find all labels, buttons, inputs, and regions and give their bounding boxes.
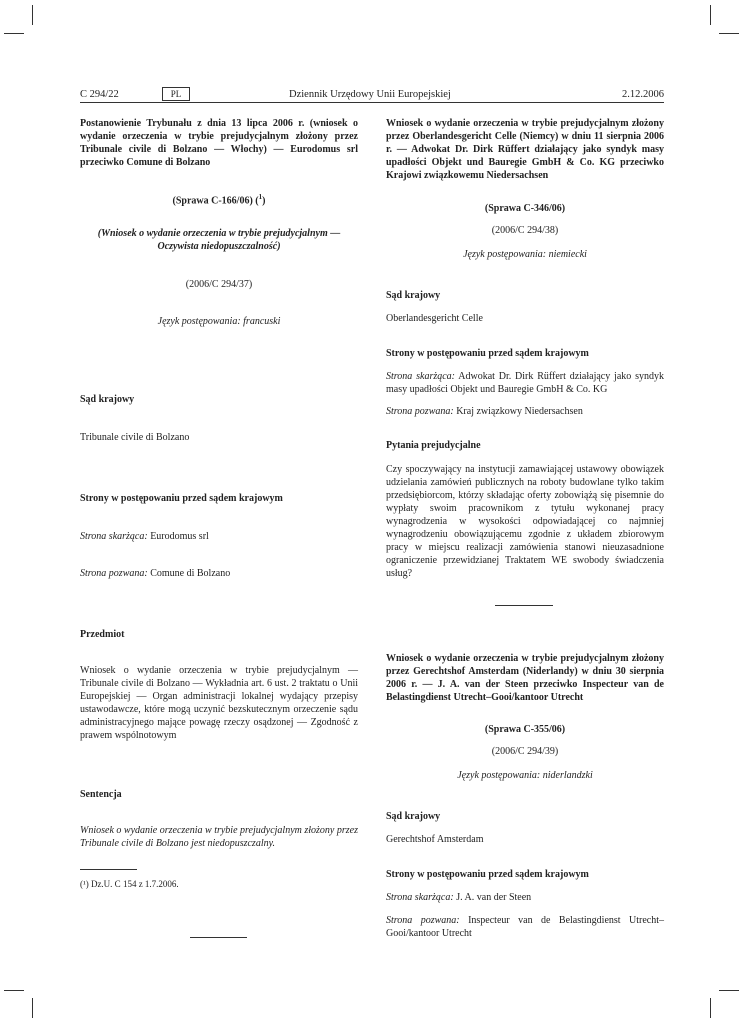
questions-text: Czy spoczywający na instytucji zamawiającej ustawowy obowiązek udzielania zamówień publicznych na roboty budowlane tylko takim przedsiębiorcom, którzy składając oferty zobowiążą się pisemnie do wypłaty swoim pracownikom z tytułu wykonanej pracy wynagrodzenia w wysokości odpowiadającej co najmniej wynagrodzeniu obowiązującemu zgodnie z układem zbiorowym pracy w miejscu realizacji zamówienia stanowi nieuzasadnione ograniczenie przewidzianej Traktatem WE swobody świadczenia usług? [386,464,664,579]
crop-mark [4,33,24,34]
parties-heading: Strony w postępowaniu przed sądem krajowym [80,493,283,504]
applicant: Strona skarżąca: Adwokat Dr. Dirk Rüffert działający jako syndyk masy upadłości Objekt und Bauregie GmbH & Co. KG [386,371,664,395]
defendant: Strona pozwana: Inspecteur van de Belastingdienst Utrecht–Gooi/kantoor Utrecht [386,915,664,939]
case-number: (Sprawa C-166/06) ($^1$) [172,193,266,207]
crop-mark [710,998,711,1018]
operative-text: Wniosek o wydanie orzeczenia w trybie prejudycjalnym złożony przez Tribunale civile di Bolzano jest niedopuszczalny. [80,825,358,849]
journal-title: Dziennik Urzędowy Unii Europejskiej [289,89,451,100]
crop-mark [4,990,24,991]
case-ref: (2006/C 294/39) [491,746,559,757]
parties-heading: Strony w postępowaniu przed sądem krajowym [386,869,589,880]
procedure-language: Język postępowania: niemiecki [463,249,587,260]
parties-heading: Strony w postępowaniu przed sądem krajowym [386,348,589,359]
right-column [386,0,664,1024]
procedure-language: Język postępowania: niderlandzki [457,770,593,781]
crop-mark [710,5,711,25]
court-name: Gerechtshof Amsterdam [386,834,484,845]
case-title: Wniosek o wydanie orzeczenia w trybie prejudycjalnym złożony przez Gerechtshof Amsterdam (Niderlandy) w dniu 30 sierpnia 2006 r. — J. A. van der Steen przeciwko Inspecteur van de Belastingdienst Utrecht–Gooi/kantoor Utrecht [386,653,664,703]
case-title: Postanowienie Trybunału z dnia 13 lipca 2006 r. (wniosek o wydanie orzeczenia w trybie prejudycjalnym złożony przez Tribunale civile di Bolzano — Włochy) — Eurodomus srl przeciwko Comune di Bolzano [80,118,358,168]
case-title: Wniosek o wydanie orzeczenia w trybie prejudycjalnym złożony przez Oberlandesgericht Celle (Niemcy) w dniu 11 sierpnia 2006 r. — Adwokat Dr. Dirk Rüffert działający jako syndyk masy upadłości Objekt und Bauregie GmbH & Co. KG przeciwko Krajowi związkowemu Niedersachsen [386,118,664,181]
court-name: Oberlandesgericht Celle [386,313,483,324]
defendant: Strona pozwana: Comune di Bolzano [80,568,231,579]
crop-mark [719,990,739,991]
applicant: Strona skarżąca: J. A. van der Steen [386,892,532,903]
footnote: (¹) Dz.U. C 154 z 1.7.2006. [80,879,179,889]
court-heading: Sąd krajowy [80,394,135,405]
questions-heading: Pytania prejudycjalne [386,440,481,451]
crop-mark [719,33,739,34]
crop-mark [32,998,33,1018]
language-code-box: PL [162,87,190,101]
case-ref: (2006/C 294/37) [185,279,253,290]
crop-mark [32,5,33,25]
case-subtitle: (Wniosek o wydanie orzeczenia w trybie prejudycjalnym — Oczywista niedopuszczalność) [97,228,341,252]
page-reference: C 294/22 [80,89,119,100]
case-number: (Sprawa C-346/06) [484,203,566,214]
subject-text: Wniosek o wydanie orzeczenia w trybie prejudycjalnym — Tribunale civile di Bolzano — Wykładnia art. 6 ust. 2 traktatu o Unii Europejskiej — Organ administracji lokalnej wydający przepisy ustawodawcze, które mogą uczynić bezskutecznym orzeczenie sądu administracyjnego mające powagę rzeczy osądzonej — Zgodność z prawem wspólnotowym [80,665,358,741]
court-heading: Sąd krajowy [386,811,441,822]
applicant: Strona skarżąca: Eurodomus srl [80,531,209,542]
column-end-rule [190,937,247,938]
footnote-ref: 1 [258,193,263,201]
subject-heading: Przedmiot [80,629,125,640]
case-separator [495,605,553,606]
operative-heading: Sentencja [80,789,122,800]
court-heading: Sąd krajowy [386,290,441,301]
left-column [80,0,358,1024]
footnote-rule [80,869,137,870]
defendant: Strona pozwana: Kraj związkowy Niedersachsen [386,406,583,417]
case-number: (Sprawa C-355/06) [484,724,566,735]
publication-date: 2.12.2006 [622,89,664,100]
court-name: Tribunale civile di Bolzano [80,432,190,443]
case-ref: (2006/C 294/38) [491,225,559,236]
procedure-language: Język postępowania: francuski [157,316,281,327]
